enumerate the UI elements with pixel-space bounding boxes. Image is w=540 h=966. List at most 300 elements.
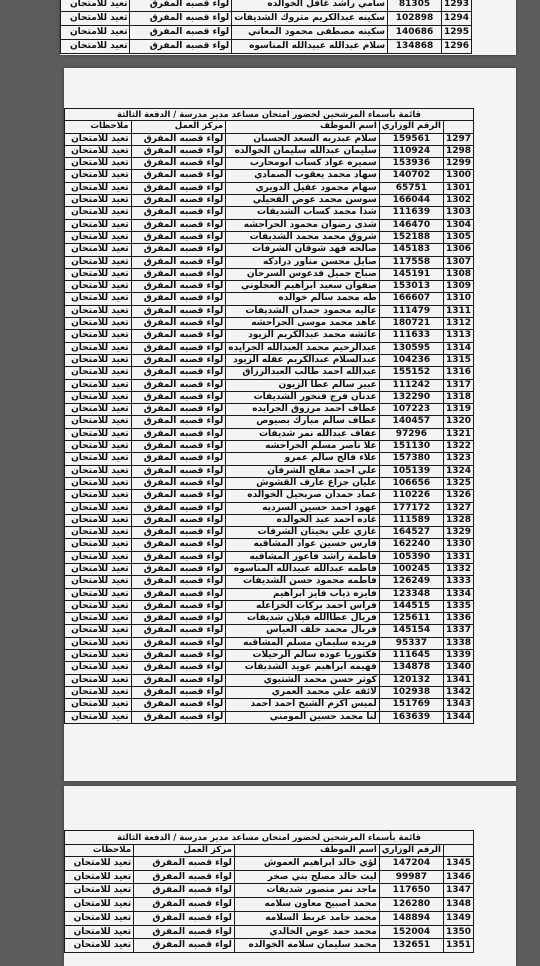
row-number-cell: 1298 — [443, 145, 473, 157]
row-number-cell: 1348 — [443, 898, 473, 912]
notes-cell: تعيد للامتحان — [65, 884, 134, 898]
page-sheet-1 — [60, 0, 516, 55]
employee-name-cell: فكتوريا عوده سالم الرحيلات — [226, 650, 380, 662]
row-number-cell: 1338 — [443, 637, 473, 649]
ministry-number-cell: 148894 — [379, 911, 443, 925]
employee-name-cell: سليمان عبدالله سليمان الخوالده — [226, 145, 380, 157]
employee-name-cell: محمد حامد عربط السلامه — [234, 911, 379, 925]
row-number-cell: 1342 — [443, 686, 473, 698]
row-number-cell: 1315 — [443, 354, 473, 366]
header-workplace: مركز العمل — [131, 121, 226, 133]
ministry-number-cell: 65751 — [379, 182, 443, 194]
table-row — [65, 318, 474, 330]
employee-name-cell: سميره عواد كساب ابومحارب — [226, 158, 380, 170]
workplace-cell: لواء قصبه المفرق — [131, 514, 226, 526]
notes-cell: تعيد للامتحان — [65, 170, 132, 182]
employee-name-cell: علاء فالح سالم عمرو — [226, 453, 380, 465]
table-row — [65, 342, 474, 354]
employee-name-cell: غاده احمد عيد الخوالده — [226, 514, 380, 526]
table-row — [65, 256, 474, 268]
workplace-cell: لواء قصبه المفرق — [131, 268, 226, 280]
row-number-cell: 1345 — [443, 857, 473, 871]
notes-cell: تعيد للامتحان — [65, 563, 132, 575]
employee-name-cell: فهيمه ابراهيم عويد الشديفات — [226, 662, 380, 674]
table-row — [65, 133, 474, 145]
table-row — [61, 26, 472, 40]
employee-name-cell: محمد اصبيح معاون سلامه — [234, 898, 379, 912]
notes-cell: تعيد للامتحان — [65, 293, 132, 305]
workplace-cell: لواء قصبه المفرق — [131, 699, 226, 711]
row-number-cell: 1329 — [443, 527, 473, 539]
notes-cell: تعيد للامتحان — [65, 898, 134, 912]
workplace-cell: لواء قصبه المفرق — [131, 711, 226, 723]
employee-name-cell: لؤي خالد ابراهيم العموش — [234, 857, 379, 871]
notes-cell: تعيد للامتحان — [65, 502, 132, 514]
ministry-number-cell: 117650 — [379, 884, 443, 898]
notes-cell: تعيد للامتحان — [65, 465, 132, 477]
table-row — [65, 158, 474, 170]
row-number-cell: 1317 — [443, 379, 473, 391]
row-number-cell: 1301 — [443, 182, 473, 194]
row-number-cell: 1334 — [443, 588, 473, 600]
row-number-cell: 1306 — [443, 244, 473, 256]
table-row — [65, 711, 474, 723]
employee-name-cell: سلام عبدربه السعد الحسبان — [226, 133, 380, 145]
table-row — [65, 268, 474, 280]
employee-name-cell: لنا محمد حسين المومني — [226, 711, 380, 723]
notes-cell: تعيد للامتحان — [65, 637, 132, 649]
employee-name-cell: لائقه علي محمد العمري — [226, 686, 380, 698]
ministry-number-cell: 164527 — [379, 527, 443, 539]
row-number-cell: 1339 — [443, 650, 473, 662]
ministry-number-cell: 100245 — [379, 563, 443, 575]
employee-name-cell: سكينه عبدالكريم متروك الشديفات — [232, 12, 388, 26]
workplace-cell: لواء قصبه المفرق — [134, 870, 235, 884]
ministry-number-cell: 105139 — [379, 465, 443, 477]
notes-cell: تعيد للامتحان — [65, 244, 132, 256]
table-row — [65, 145, 474, 157]
table-row — [61, 12, 472, 26]
row-number-cell: 1326 — [443, 490, 473, 502]
workplace-cell: لواء قصبه المفرق — [131, 391, 226, 403]
notes-cell: تعيد للامتحان — [61, 40, 130, 54]
row-number-cell: 1347 — [443, 884, 473, 898]
table-row — [65, 404, 474, 416]
workplace-cell: لواء قصبه المفرق — [131, 416, 226, 428]
row-number-cell: 1308 — [443, 268, 473, 280]
row-number-cell: 1318 — [443, 391, 473, 403]
employee-name-cell: سلام عبدالله عبيدالله المناسوه — [232, 40, 388, 54]
notes-cell: تعيد للامتحان — [65, 145, 132, 157]
workplace-cell: لواء قصبه المفرق — [131, 195, 226, 207]
table-row — [65, 305, 474, 317]
notes-cell: تعيد للامتحان — [65, 939, 134, 953]
workplace-cell: لواء قصبه المفرق — [134, 898, 235, 912]
candidates-table-page-1 — [60, 0, 472, 54]
row-number-cell: 1323 — [443, 453, 473, 465]
candidates-table-page-3 — [64, 830, 474, 953]
workplace-cell: لواء قصبه المفرق — [131, 428, 226, 440]
row-number-cell: 1333 — [443, 576, 473, 588]
notes-cell: تعيد للامتحان — [65, 256, 132, 268]
table-row — [61, 40, 472, 54]
workplace-cell: لواء قصبه المفرق — [134, 925, 235, 939]
ministry-number-cell: 111479 — [379, 305, 443, 317]
notes-cell: تعيد للامتحان — [65, 268, 132, 280]
workplace-cell: لواء قصبه المفرق — [131, 318, 226, 330]
ministry-number-cell: 152004 — [379, 925, 443, 939]
table-row — [65, 857, 474, 871]
ministry-number-cell: 157380 — [379, 453, 443, 465]
table-row — [65, 662, 474, 674]
notes-cell: تعيد للامتحان — [65, 857, 134, 871]
page-sheet-2 — [64, 68, 516, 781]
ministry-number-cell: 132290 — [379, 391, 443, 403]
notes-cell: تعيد للامتحان — [65, 342, 132, 354]
ministry-number-cell: 163639 — [379, 711, 443, 723]
row-number-cell: 1314 — [443, 342, 473, 354]
workplace-cell: لواء قصبه المفرق — [131, 305, 226, 317]
workplace-cell: لواء قصبه المفرق — [134, 911, 235, 925]
workplace-cell: لواء قصبه المفرق — [131, 379, 226, 391]
list-title: قائمة بأسماء المرشحين لحضور امتحان مساعد مدير مدرسة / الدفعة الثالثة — [65, 109, 474, 121]
ministry-number-cell: 126280 — [379, 898, 443, 912]
row-number-cell: 1344 — [443, 711, 473, 723]
ministry-number-cell: 99987 — [379, 870, 443, 884]
notes-cell: تعيد للامتحان — [65, 870, 134, 884]
table-row — [65, 231, 474, 243]
table-row — [65, 182, 474, 194]
ministry-number-cell: 102898 — [388, 12, 442, 26]
row-number-cell: 1320 — [443, 416, 473, 428]
workplace-cell: لواء قصبه المفرق — [131, 527, 226, 539]
workplace-cell: لواء قصبه المفرق — [131, 686, 226, 698]
table-row — [65, 293, 474, 305]
row-number-cell: 1312 — [443, 318, 473, 330]
notes-cell: تعيد للامتحان — [65, 305, 132, 317]
header-workplace: مركز العمل — [134, 844, 235, 856]
employee-name-cell: شذا محمد كساب الشديفات — [226, 207, 380, 219]
row-number-cell: 1340 — [443, 662, 473, 674]
ministry-number-cell: 123348 — [379, 588, 443, 600]
ministry-number-cell: 132651 — [379, 939, 443, 953]
notes-cell: تعيد للامتحان — [65, 686, 132, 698]
ministry-number-cell: 111633 — [379, 330, 443, 342]
workplace-cell: لواء قصبه المفرق — [131, 650, 226, 662]
employee-name-cell: صايل محسن مناور درادكه — [226, 256, 380, 268]
table-row — [65, 686, 474, 698]
table-row — [65, 330, 474, 342]
employee-name-cell: عبير سالم عطا الزيون — [226, 379, 380, 391]
table-row — [61, 0, 472, 12]
ministry-number-cell: 125611 — [379, 613, 443, 625]
table-row — [65, 195, 474, 207]
row-number-cell: 1335 — [443, 600, 473, 612]
employee-name-cell: شذى رضوان محمود الحراحشه — [226, 219, 380, 231]
workplace-cell: لواء قصبه المفرق — [131, 330, 226, 342]
notes-cell: تعيد للامتحان — [65, 925, 134, 939]
row-number-cell: 1311 — [443, 305, 473, 317]
row-number-cell: 1297 — [443, 133, 473, 145]
ministry-number-cell: 102938 — [379, 686, 443, 698]
workplace-cell: لواء قصبه المفرق — [131, 465, 226, 477]
row-number-cell: 1302 — [443, 195, 473, 207]
workplace-cell: لواء قصبه المفرق — [130, 12, 232, 26]
employee-name-cell: عهود احمد حسين السرديه — [226, 502, 380, 514]
table-row — [65, 465, 474, 477]
employee-name-cell: عاهد محمد موسى الحراحشه — [226, 318, 380, 330]
workplace-cell: لواء قصبه المفرق — [134, 884, 235, 898]
employee-name-cell: طه محمد سالم خوالده — [226, 293, 380, 305]
table-row — [65, 625, 474, 637]
notes-cell: تعيد للامتحان — [65, 911, 134, 925]
notes-cell: تعيد للامتحان — [65, 207, 132, 219]
ministry-number-cell: 81305 — [388, 0, 442, 12]
table-row — [65, 453, 474, 465]
table-row — [65, 281, 474, 293]
workplace-cell: لواء قصبه المفرق — [131, 453, 226, 465]
table-row — [65, 391, 474, 403]
employee-name-cell: عبدالرحيم محمد العبدالله الجرايده — [226, 342, 380, 354]
notes-cell: تعيد للامتحان — [65, 404, 132, 416]
ministry-number-cell: 97296 — [379, 428, 443, 440]
workplace-cell: لواء قصبه المفرق — [131, 502, 226, 514]
workplace-cell: لواء قصبه المفرق — [131, 133, 226, 145]
notes-cell: تعيد للامتحان — [65, 576, 132, 588]
table-row — [65, 884, 474, 898]
ministry-number-cell: 111589 — [379, 514, 443, 526]
notes-cell: تعيد للامتحان — [65, 539, 132, 551]
row-number-cell: 1316 — [443, 367, 473, 379]
ministry-number-cell: 134868 — [388, 40, 442, 54]
workplace-cell: لواء قصبه المفرق — [131, 613, 226, 625]
ministry-number-cell: 153013 — [379, 281, 443, 293]
notes-cell: تعيد للامتحان — [65, 674, 132, 686]
row-number-cell: 1309 — [443, 281, 473, 293]
employee-name-cell: محمد سليمان سلامه الخوالده — [234, 939, 379, 953]
notes-cell: تعيد للامتحان — [65, 477, 132, 489]
ministry-number-cell: 117558 — [379, 256, 443, 268]
table-row — [65, 354, 474, 366]
ministry-number-cell: 162240 — [379, 539, 443, 551]
table-row — [65, 502, 474, 514]
workplace-cell: لواء قصبه المفرق — [131, 662, 226, 674]
row-number-cell: 1310 — [443, 293, 473, 305]
employee-name-cell: عبدالله احمد طالب العبدالرزاق — [226, 367, 380, 379]
candidates-table-page-2 — [64, 108, 474, 724]
ministry-number-cell: 155152 — [379, 367, 443, 379]
employee-name-cell: عماد حمدان صربحيل الخوالده — [226, 490, 380, 502]
ministry-number-cell: 145191 — [379, 268, 443, 280]
row-number-cell: 1296 — [441, 40, 471, 54]
notes-cell: تعيد للامتحان — [65, 441, 132, 453]
ministry-number-cell: 159561 — [379, 133, 443, 145]
table-row — [65, 674, 474, 686]
table-row — [65, 539, 474, 551]
workplace-cell: لواء قصبه المفرق — [131, 490, 226, 502]
row-number-cell: 1328 — [443, 514, 473, 526]
workplace-cell: لواء قصبه المفرق — [130, 0, 232, 12]
ministry-number-cell: 140686 — [388, 26, 442, 40]
notes-cell: تعيد للامتحان — [65, 527, 132, 539]
notes-cell: تعيد للامتحان — [65, 490, 132, 502]
notes-cell: تعيد للامتحان — [65, 195, 132, 207]
employee-name-cell: فاطمه عبدالله عبيدالله المناسوه — [226, 563, 380, 575]
ministry-number-cell: 111645 — [379, 650, 443, 662]
ministry-number-cell: 153936 — [379, 158, 443, 170]
employee-name-cell: صفوان سعيد ابراهيم العجلوني — [226, 281, 380, 293]
workplace-cell: لواء قصبه المفرق — [131, 576, 226, 588]
ministry-number-cell: 106656 — [379, 477, 443, 489]
row-number-cell: 1319 — [443, 404, 473, 416]
notes-cell: تعيد للامتحان — [61, 26, 130, 40]
table-row — [65, 477, 474, 489]
row-number-cell: 1303 — [443, 207, 473, 219]
employee-name-cell: صالحه فهد شوقان الشرفات — [226, 244, 380, 256]
employee-name-cell: ماجد نمر منصور شديفات — [234, 884, 379, 898]
notes-cell: تعيد للامتحان — [65, 625, 132, 637]
employee-name-cell: عليان جزاع عارف القشوش — [226, 477, 380, 489]
ministry-number-cell: 180721 — [379, 318, 443, 330]
notes-cell: تعيد للامتحان — [65, 158, 132, 170]
ministry-number-cell: 166607 — [379, 293, 443, 305]
table-row — [65, 367, 474, 379]
workplace-cell: لواء قصبه المفرق — [131, 477, 226, 489]
employee-name-cell: سوسن محمد عوض الفحيلي — [226, 195, 380, 207]
notes-cell: تعيد للامتحان — [65, 588, 132, 600]
workplace-cell: لواء قصبه المفرق — [131, 588, 226, 600]
notes-cell: تعيد للامتحان — [65, 182, 132, 194]
notes-cell: تعيد للامتحان — [65, 367, 132, 379]
notes-cell: تعيد للامتحان — [65, 219, 132, 231]
notes-cell: تعيد للامتحان — [65, 330, 132, 342]
row-number-cell: 1321 — [443, 428, 473, 440]
row-number-cell: 1343 — [443, 699, 473, 711]
ministry-number-cell: 105390 — [379, 551, 443, 563]
table-row — [65, 576, 474, 588]
table-row — [65, 416, 474, 428]
notes-cell: تعيد للامتحان — [65, 354, 132, 366]
ministry-number-cell: 130595 — [379, 342, 443, 354]
ministry-number-cell: 110924 — [379, 145, 443, 157]
employee-name-cell: محمد حمد عوض الخالدي — [234, 925, 379, 939]
ministry-number-cell: 140457 — [379, 416, 443, 428]
employee-name-cell: علا ناصر مسلم الحراحشه — [226, 441, 380, 453]
table-row — [65, 925, 474, 939]
ministry-number-cell: 147204 — [379, 857, 443, 871]
table-row — [65, 600, 474, 612]
workplace-cell: لواء قصبه المفرق — [131, 145, 226, 157]
workplace-cell: لواء قصبه المفرق — [131, 231, 226, 243]
row-number-cell: 1337 — [443, 625, 473, 637]
ministry-number-cell: 111639 — [379, 207, 443, 219]
table-row — [65, 170, 474, 182]
workplace-cell: لواء قصبه المفرق — [131, 551, 226, 563]
header-employee-name: اسم الموظف — [226, 121, 380, 133]
row-number-cell: 1332 — [443, 563, 473, 575]
header-num — [443, 844, 473, 856]
table-row — [65, 637, 474, 649]
table-row — [65, 588, 474, 600]
workplace-cell: لواء قصبه المفرق — [131, 170, 226, 182]
employee-name-cell: كوثر حسن محمد الشتيوي — [226, 674, 380, 686]
employee-name-cell: شروق محمد محمد الشديفات — [226, 231, 380, 243]
ministry-number-cell: 111242 — [379, 379, 443, 391]
row-number-cell: 1350 — [443, 925, 473, 939]
row-number-cell: 1349 — [443, 911, 473, 925]
row-number-cell: 1295 — [441, 26, 471, 40]
table-row — [65, 441, 474, 453]
workplace-cell: لواء قصبه المفرق — [131, 674, 226, 686]
workplace-cell: لواء قصبه المفرق — [131, 367, 226, 379]
employee-name-cell: فراس احمد بركات الخزاعله — [226, 600, 380, 612]
workplace-cell: لواء قصبه المفرق — [131, 539, 226, 551]
employee-name-cell: علي احمد مفلح الشرفان — [226, 465, 380, 477]
workplace-cell: لواء قصبه المفرق — [130, 26, 232, 40]
row-number-cell: 1300 — [443, 170, 473, 182]
employee-name-cell: سكينه مصطفى محمود المعاني — [232, 26, 388, 40]
row-number-cell: 1351 — [443, 939, 473, 953]
notes-cell: تعيد للامتحان — [65, 379, 132, 391]
notes-cell: تعيد للامتحان — [65, 231, 132, 243]
workplace-cell: لواء قصبه المفرق — [131, 625, 226, 637]
notes-cell: تعيد للامتحان — [65, 650, 132, 662]
row-number-cell: 1294 — [441, 12, 471, 26]
header-notes: ملاحظات — [65, 844, 134, 856]
notes-cell: تعيد للامتحان — [65, 416, 132, 428]
row-number-cell: 1299 — [443, 158, 473, 170]
ministry-number-cell: 104236 — [379, 354, 443, 366]
row-number-cell: 1322 — [443, 441, 473, 453]
page-sheet-3 — [64, 786, 516, 966]
table-row — [65, 650, 474, 662]
workplace-cell: لواء قصبه المفرق — [131, 354, 226, 366]
row-number-cell: 1341 — [443, 674, 473, 686]
table-row — [65, 911, 474, 925]
table-row — [65, 527, 474, 539]
row-number-cell: 1331 — [443, 551, 473, 563]
workplace-cell: لواء قصبه المفرق — [130, 40, 232, 54]
employee-name-cell: فريال محمد خلف العياس — [226, 625, 380, 637]
employee-name-cell: سامي راشد غافل الخوالده — [232, 0, 388, 12]
header-ministry-number: الرقم الوزاري — [379, 121, 443, 133]
employee-name-cell: فاطمه محمود حسن الشديفات — [226, 576, 380, 588]
employee-name-cell: ليث خالد مصلح بني صخر — [234, 870, 379, 884]
employee-name-cell: عطاف احمد مرزوق الجرايده — [226, 404, 380, 416]
employee-name-cell: سهام محمود عقيل الدويري — [226, 182, 380, 194]
employee-name-cell: لميس اكرم الشيخ احمد احمد — [226, 699, 380, 711]
employee-name-cell: عائشه محمد عبدالكريم الزيود — [226, 330, 380, 342]
workplace-cell: لواء قصبه المفرق — [131, 404, 226, 416]
ministry-number-cell: 144515 — [379, 600, 443, 612]
notes-cell: تعيد للامتحان — [65, 551, 132, 563]
ministry-number-cell: 145154 — [379, 625, 443, 637]
table-row — [65, 514, 474, 526]
table-row — [65, 551, 474, 563]
workplace-cell: لواء قصبه المفرق — [131, 342, 226, 354]
row-number-cell: 1346 — [443, 870, 473, 884]
employee-name-cell: فارس حسين عواد المشاقبه — [226, 539, 380, 551]
row-number-cell: 1307 — [443, 256, 473, 268]
ministry-number-cell: 95337 — [379, 637, 443, 649]
workplace-cell: لواء قصبه المفرق — [131, 441, 226, 453]
workplace-cell: لواء قصبه المفرق — [131, 207, 226, 219]
notes-cell: تعيد للامتحان — [65, 600, 132, 612]
employee-name-cell: عبدالسلام عبدالكريم عقله الزيود — [226, 354, 380, 366]
employee-name-cell: صباح جميل فدعوس السرحان — [226, 268, 380, 280]
table-row — [65, 613, 474, 625]
table-row — [65, 699, 474, 711]
